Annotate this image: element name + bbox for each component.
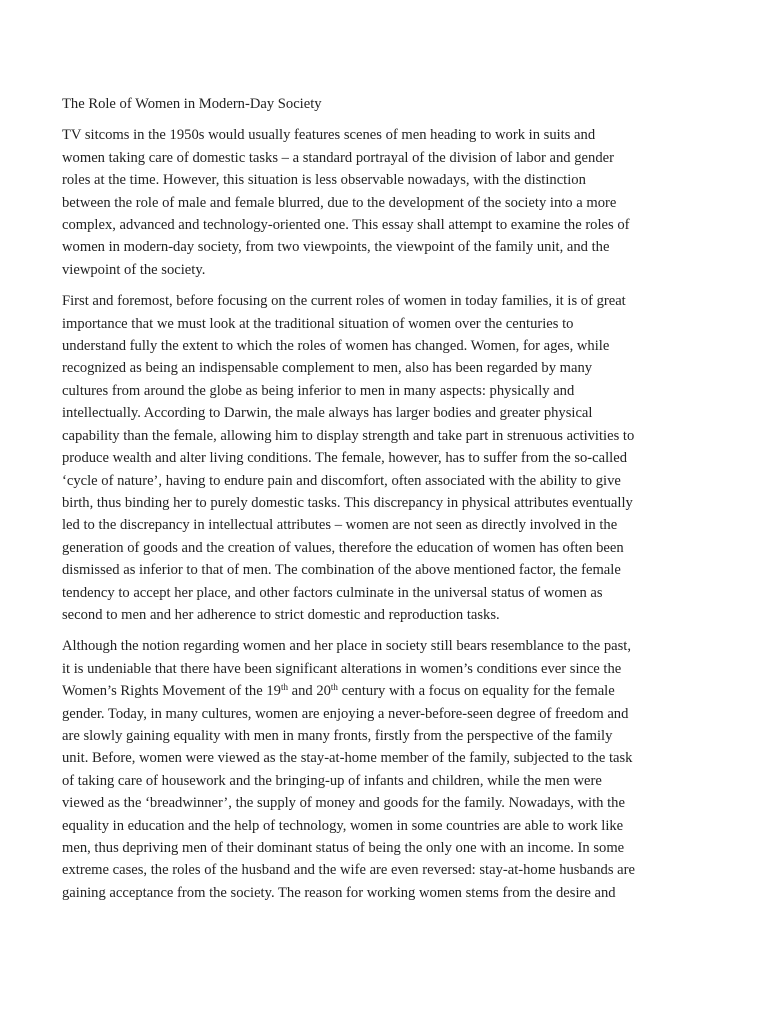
text-line: extreme cases, the roles of the husband and the wife are even reversed: stay-at-home husbands are <box>62 862 635 879</box>
text-line: women taking care of domestic tasks – a standard portrayal of the division of labor and gender <box>62 149 614 166</box>
text-line: viewpoint of the society. <box>62 261 206 278</box>
text-line: between the role of male and female blurred, due to the development of the society into a more <box>62 194 617 211</box>
ordinal-superscript: th <box>280 682 288 693</box>
text-line: Although the notion regarding women and her place in society still bears resemblance to the past, <box>62 638 631 655</box>
text-line: ‘cycle of nature’, having to endure pain and discomfort, often associated with the ability to give <box>62 472 621 489</box>
text-line: gaining acceptance from the society. The reason for working women stems from the desire and <box>62 884 616 901</box>
text-line: recognized as being an indispensable complement to men, also has been regarded by many <box>62 360 593 377</box>
text-segment: and 20 <box>287 683 331 700</box>
text-segment: century with a focus on equality for the female <box>337 683 615 700</box>
text-line: TV sitcoms in the 1950s would usually features scenes of men heading to work in suits and <box>62 127 596 144</box>
text-line: produce wealth and alter living conditions. The female, however, has to suffer from the so-called <box>62 450 628 467</box>
text-line: dismissed as inferior to that of men. The combination of the above mentioned factor, the female <box>62 562 621 579</box>
text-line: birth, thus binding her to purely domestic tasks. This discrepancy in physical attributes eventually <box>62 494 633 511</box>
text-line: importance that we must look at the traditional situation of women over the centuries to <box>62 315 574 332</box>
text-line: led to the discrepancy in intellectual attributes – women are not seen as directly involved in the <box>62 517 618 534</box>
text-line: complex, advanced and technology-oriented one. This essay shall attempt to examine the roles of <box>62 217 630 234</box>
paragraph-change <box>62 635 726 904</box>
paragraph-history <box>62 290 726 626</box>
text-segment: Women’s Rights Movement of the 19 <box>62 683 281 700</box>
text-line: tendency to accept her place, and other factors culminate in the universal status of women as <box>62 584 603 601</box>
paragraph-intro <box>62 124 726 281</box>
text-line: understand fully the extent to which the roles of women has changed. Women, for ages, while <box>62 338 610 355</box>
text-line: it is undeniable that there have been significant alterations in women’s conditions ever since the <box>62 660 622 677</box>
text-line: unit. Before, women were viewed as the stay-at-home member of the family, subjected to the task <box>62 750 633 767</box>
text-line: second to men and her adherence to strict domestic and reproduction tasks. <box>62 606 500 623</box>
text-line: cultures from around the globe as being inferior to men in many aspects: physically and <box>62 382 575 399</box>
text-line: roles at the time. However, this situation is less observable nowadays, with the distinction <box>62 172 586 189</box>
text-line: women in modern-day society, from two viewpoints, the viewpoint of the family unit, and the <box>62 239 610 256</box>
document-title: The Role of Women in Modern-Day Society <box>62 96 322 112</box>
document-page <box>62 93 726 913</box>
text-line: men, thus depriving men of their dominant status of being the only one with an income. In some <box>62 840 625 856</box>
text-line: intellectually. According to Darwin, the male always has larger bodies and greater physical <box>62 405 593 422</box>
text-line: gender. Today, in many cultures, women are enjoying a never-before-seen degree of freedom and <box>62 705 629 722</box>
text-line: First and foremost, before focusing on the current roles of women in today families, it is of great <box>62 293 626 310</box>
text-line: are slowly gaining equality with men in many fronts, firstly from the perspective of the family <box>62 727 613 744</box>
text-line: of taking care of housework and the bringing-up of infants and children, while the men were <box>62 772 602 789</box>
text-line: capability than the female, allowing him to display strength and take part in strenuous activities to <box>62 427 635 444</box>
text-line-with-superscripts <box>62 680 726 702</box>
text-line: generation of goods and the creation of values, therefore the education of women has often been <box>62 539 624 556</box>
ordinal-superscript: th <box>330 682 338 693</box>
text-line: equality in education and the help of technology, women in some countries are able to work like <box>62 817 624 834</box>
text-line: viewed as the ‘breadwinner’, the supply of money and goods for the family. Nowadays, with the <box>62 795 625 812</box>
